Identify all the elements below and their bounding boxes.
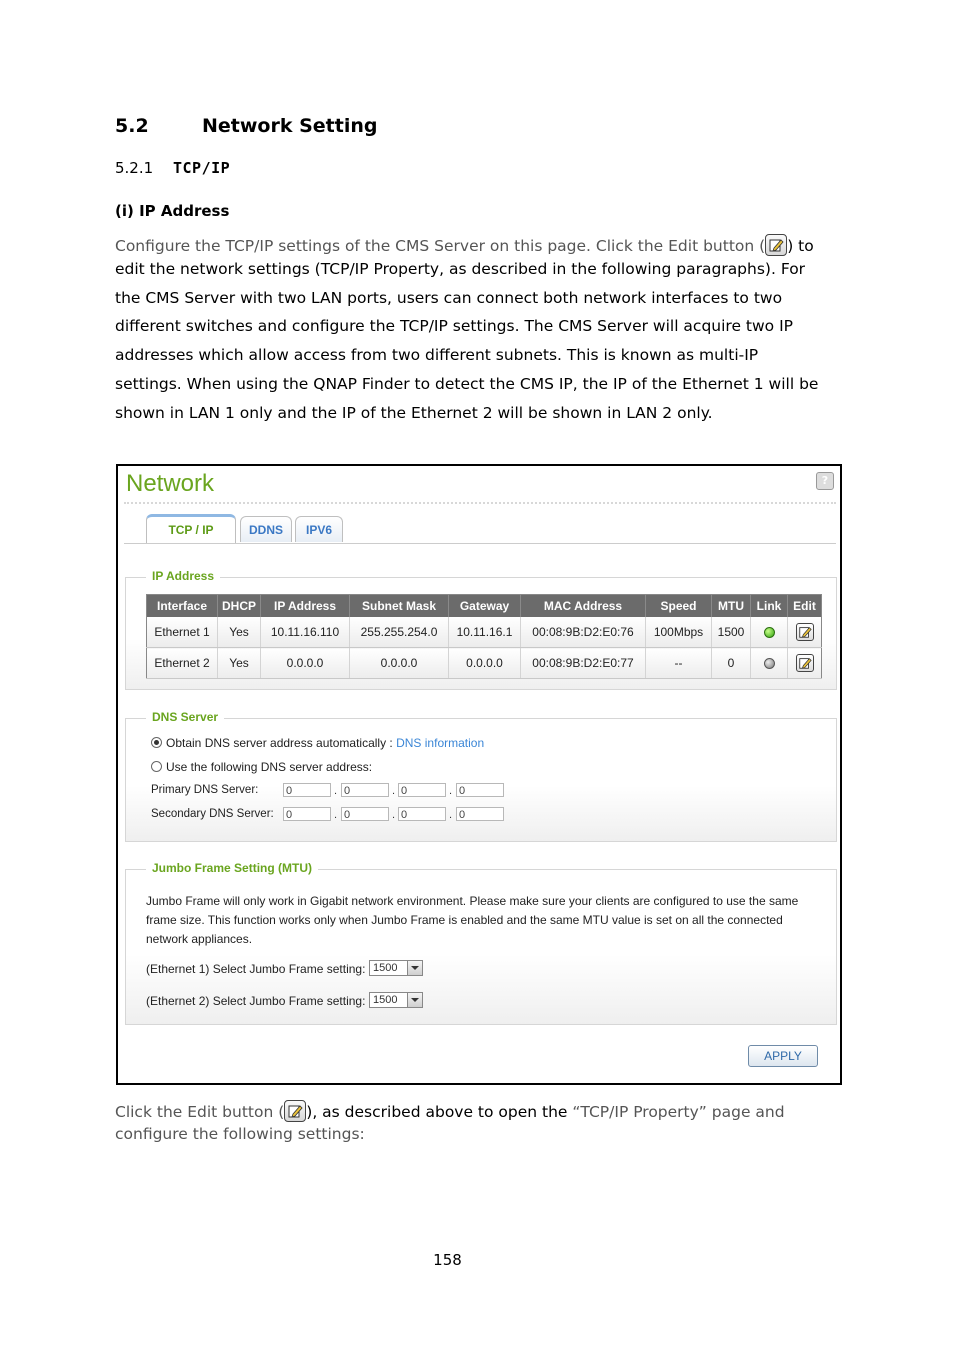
- ip-address-group: [125, 569, 837, 690]
- apply-button[interactable]: APPLY: [748, 1045, 818, 1067]
- cell-mtu: 0: [712, 648, 751, 679]
- cell-speed: 100Mbps: [646, 617, 712, 648]
- ethernet-1-jumbo-select[interactable]: [369, 960, 423, 976]
- after-text: “TCP/IP Property” page and: [567, 1103, 785, 1121]
- jumbo-description-line: frame size. This function works only when Jumbo Frame is enabled and the same MTU value is set on all the connected: [146, 913, 783, 927]
- secondary-dns-octet-2[interactable]: 0: [341, 807, 389, 821]
- ip-table: [146, 594, 822, 679]
- ethernet-1-jumbo-label: (Ethernet 1) Select Jumbo Frame setting:: [146, 962, 366, 976]
- primary-dns-octet-1[interactable]: 0: [283, 783, 331, 797]
- table-row: [147, 648, 822, 679]
- col-header: Interface: [147, 595, 218, 618]
- secondary-dns-octet-1[interactable]: 0: [283, 807, 331, 821]
- ethernet-2-jumbo-value: 1500: [373, 994, 398, 1006]
- octet-separator: .: [392, 785, 396, 797]
- after-text: Click the Edit button (: [115, 1103, 285, 1121]
- cell-gateway: 10.11.16.1: [449, 617, 521, 648]
- primary-dns-label: Primary DNS Server:: [151, 784, 259, 796]
- primary-dns-octet-3[interactable]: 0: [398, 783, 446, 797]
- col-header: Link: [751, 595, 788, 618]
- cell-interface: Ethernet 1: [147, 617, 218, 648]
- ethernet-2-jumbo-label: (Ethernet 2) Select Jumbo Frame setting:: [146, 994, 366, 1008]
- title-divider: [124, 502, 836, 504]
- table-row: [147, 617, 822, 648]
- paragraph-line-4: different switches and configure the TCP/IP settings. The CMS Server will acquire two IP: [115, 317, 794, 335]
- paragraph-line-6: settings. When using the QNAP Finder to detect the CMS IP, the IP of the Ethernet 1 will be: [115, 375, 819, 393]
- jumbo-frame-group: [125, 861, 837, 1025]
- edit-icon: [284, 1100, 306, 1122]
- subsection-number: 5.2.1: [115, 159, 154, 177]
- dns-auto-radio[interactable]: [151, 737, 162, 748]
- after-paragraph-line-2: configure the following settings:: [115, 1125, 365, 1143]
- cell-ip: 0.0.0.0: [261, 648, 350, 679]
- octet-separator: .: [334, 809, 338, 821]
- col-header: Speed: [646, 595, 712, 618]
- dns-manual-radio[interactable]: [151, 761, 162, 772]
- chevron-down-icon: [407, 993, 422, 1007]
- edit-ethernet-1-button[interactable]: [796, 623, 814, 641]
- col-header: Subnet Mask: [350, 595, 449, 618]
- cell-ip: 10.11.16.110: [261, 617, 350, 648]
- paragraph-text: ) to: [787, 237, 814, 255]
- network-title: Network: [126, 470, 215, 497]
- dns-information-link[interactable]: DNS information: [396, 736, 485, 750]
- edit-ethernet-2-button[interactable]: [796, 654, 814, 672]
- cell-edit: [788, 648, 822, 679]
- secondary-dns-octet-4[interactable]: 0: [456, 807, 504, 821]
- cell-gateway: 0.0.0.0: [449, 648, 521, 679]
- primary-dns-octet-2[interactable]: 0: [341, 783, 389, 797]
- col-header: Gateway: [449, 595, 521, 618]
- cell-mac: 00:08:9B:D2:E0:76: [521, 617, 646, 648]
- tab-ddns[interactable]: DDNS: [240, 516, 292, 542]
- cell-interface: Ethernet 2: [147, 648, 218, 679]
- cell-mtu: 1500: [712, 617, 751, 648]
- paragraph-line-5: addresses which allow access from two different subnets. This is known as multi-IP: [115, 346, 759, 364]
- secondary-dns-label: Secondary DNS Server:: [151, 808, 274, 820]
- paragraph-line-7: shown in LAN 1 only and the IP of the Ethernet 2 will be shown in LAN 2 only.: [115, 404, 713, 422]
- octet-separator: .: [392, 809, 396, 821]
- cell-dhcp: Yes: [218, 617, 261, 648]
- dns-server-group: [125, 710, 837, 842]
- page-number: 158: [433, 1251, 462, 1269]
- after-text: ), as described above to open the: [306, 1103, 568, 1121]
- octet-separator: .: [449, 809, 453, 821]
- cell-link: [751, 648, 788, 679]
- jumbo-description-line: network appliances.: [146, 932, 253, 946]
- ethernet-2-jumbo-select[interactable]: [369, 992, 423, 1008]
- col-header: Edit: [788, 595, 822, 618]
- link-up-icon: [764, 627, 775, 638]
- edit-icon: [765, 234, 787, 256]
- section-number: 5.2: [115, 115, 149, 137]
- help-icon[interactable]: ?: [816, 472, 834, 490]
- tab-ipv6[interactable]: IPV6: [295, 516, 343, 542]
- cell-mac: 00:08:9B:D2:E0:77: [521, 648, 646, 679]
- tab-baseline: [124, 543, 836, 544]
- ip-address-heading: (i) IP Address: [115, 202, 230, 220]
- paragraph-line-2: edit the network settings (TCP/IP Property, as described in the following paragraphs). For: [115, 260, 806, 278]
- secondary-dns-octet-3[interactable]: 0: [398, 807, 446, 821]
- col-header: MTU: [712, 595, 751, 618]
- paragraph-text: Configure the TCP/IP settings of the CMS Server on this page. Click the Edit button (: [115, 237, 766, 255]
- octet-separator: .: [334, 785, 338, 797]
- col-header: DHCP: [218, 595, 261, 618]
- cell-edit: [788, 617, 822, 648]
- paragraph-line-1: [115, 234, 814, 256]
- cell-link: [751, 617, 788, 648]
- cell-mask: 255.255.254.0: [350, 617, 449, 648]
- chevron-down-icon: [407, 961, 422, 975]
- dns-manual-label: Use the following DNS server address:: [166, 760, 373, 774]
- col-header: IP Address: [261, 595, 350, 618]
- primary-dns-octet-4[interactable]: 0: [456, 783, 504, 797]
- dns-auto-option[interactable]: [151, 736, 484, 750]
- dns-auto-label: Obtain DNS server address automatically :: [166, 736, 397, 750]
- cell-mask: 0.0.0.0: [350, 648, 449, 679]
- after-paragraph-line-1: [115, 1100, 785, 1122]
- subsection-title: TCP/IP: [173, 159, 231, 177]
- octet-separator: .: [449, 785, 453, 797]
- cell-dhcp: Yes: [218, 648, 261, 679]
- tab-tcp-ip[interactable]: TCP / IP: [146, 514, 236, 544]
- ip-address-legend: IP Address: [146, 569, 220, 583]
- col-header: MAC Address: [521, 595, 646, 618]
- ethernet-1-jumbo-value: 1500: [373, 962, 398, 974]
- paragraph-line-3: the CMS Server with two LAN ports, users can connect both network interfaces to two: [115, 289, 783, 307]
- jumbo-description-line: Jumbo Frame will only work in Gigabit network environment. Please make sure your clients are configured to use the same: [146, 894, 799, 908]
- section-title: Network Setting: [202, 115, 378, 137]
- network-screenshot: [116, 464, 842, 1085]
- link-down-icon: [764, 658, 775, 669]
- cell-speed: --: [646, 648, 712, 679]
- jumbo-frame-legend: Jumbo Frame Setting (MTU): [146, 861, 318, 875]
- dns-server-legend: DNS Server: [146, 710, 224, 724]
- dns-manual-option[interactable]: [151, 760, 372, 774]
